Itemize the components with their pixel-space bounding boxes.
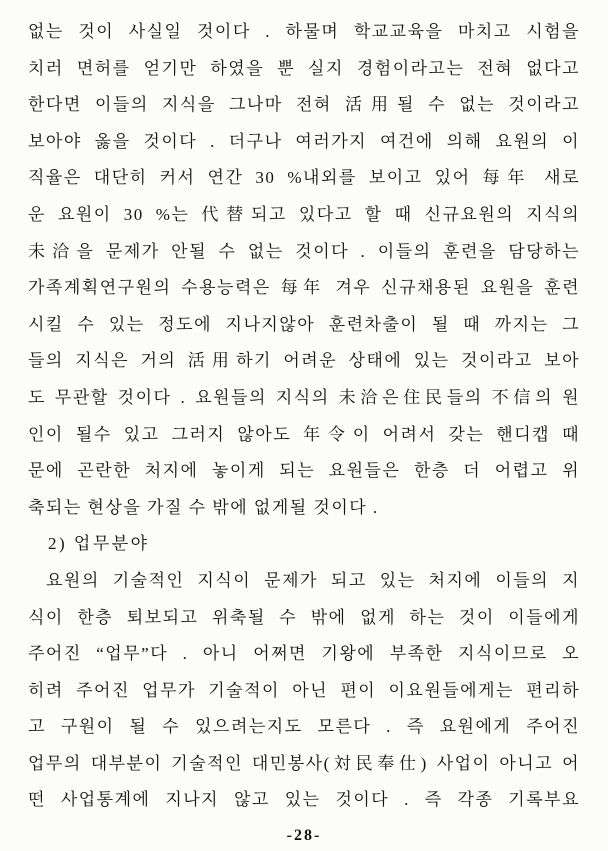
text-line: 요원의 기술적인 지식이 문제가 되고 있는 처지에 이들의 지 — [46, 570, 580, 590]
text-line: 축되는 현상을 가질 수 밖에 없게될 것이다 . — [28, 497, 379, 517]
text-line: 운 요원이 30 %는 代替되고 있다고 할 때 신규요원의 지식의 — [28, 204, 580, 224]
page-number: -28- — [286, 827, 322, 844]
text-line: 식이 한층 퇴보되고 위축될 수 밖에 없게 하는 것이 이들에게 — [28, 607, 580, 627]
text-line: 없는 것이 사실일 것이다 . 하물며 학교교육을 마치고 시험을 — [28, 22, 580, 41]
text-line: 도 무관할 것이다 . 요원들의 지식의 未洽은住民들의 不信의 원 — [28, 387, 580, 407]
text-line: 직율은 대단히 커서 연간 30 %내외를 보이고 있어 每年 새로 — [28, 168, 580, 188]
text-line: 떤 사업통계에 지나지 않고 있는 것이다 . 즉 각종 기록부요 — [28, 790, 580, 810]
text-line: 보아야 옳을 것이다 . 더구나 여러가지 여건에 의해 요원의 이 — [28, 131, 580, 151]
text-line: 한다면 이들의 지식을 그나마 전혀 活用될 수 없는 것이라고 — [28, 95, 580, 115]
text-line: 未洽을 문제가 안될 수 없는 것이다 . 이들의 훈련을 담당하는 — [28, 241, 580, 261]
text-line: 가족계획연구원의 수용능력은 每年 겨우 신규채용된 요원을 훈련 — [28, 278, 580, 298]
text-line: 고 구원이 될 수 있으려는지도 모른다 . 즉 요원에게 주어진 — [28, 717, 580, 737]
text-line: 인이 될수 있고 그러지 않아도 年令이 어려서 갖는 핸디캡 때 — [28, 424, 580, 444]
text-line: 문에 곤란한 처지에 놓이게 되는 요원들은 한층 더 어렵고 위 — [28, 461, 580, 481]
text-line: 히려 주어진 업무가 기술적이 아닌 편이 이요원들에게는 편리하 — [28, 680, 580, 700]
section-heading: 2) 업무분야 — [48, 534, 150, 554]
text-line: 주어진 “업무”다 . 아니 어쩌면 기왕에 부족한 지식이므로 오 — [28, 644, 580, 664]
text-line: 들의 지식은 거의 活用하기 어려운 상태에 있는 것이라고 보아 — [28, 351, 580, 371]
text-line: 시킬 수 있는 정도에 지나지않아 훈련차출이 될 때 까지는 그 — [28, 314, 580, 334]
text-line: 업무의 대부분이 기술적인 대민봉사(対民奉仕) 사업이 아니고 어 — [28, 753, 580, 773]
text-line: 치러 면허를 얻기만 하였을 뿐 실지 경험이라고는 전혀 없다고 — [28, 58, 580, 78]
